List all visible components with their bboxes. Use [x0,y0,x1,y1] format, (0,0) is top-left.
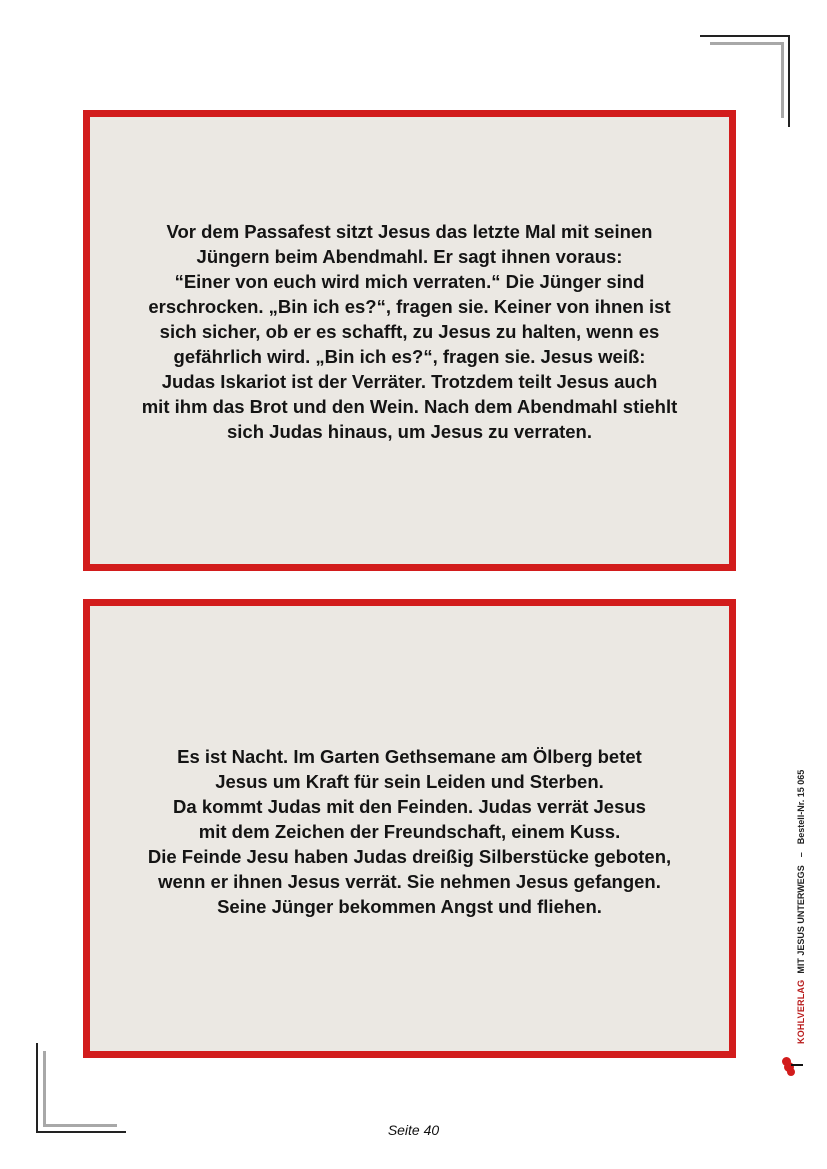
story-card-last-supper [83,110,736,571]
order-number: Bestell-Nr. 15 065 [796,769,806,845]
publisher-brand: KOHLVERLAG [796,979,806,1044]
publisher-side-info [793,770,809,1078]
story-card-gethsemane [83,599,736,1058]
page-number: Seite 40 [387,1122,440,1138]
separator: – [796,852,806,858]
series-title: MIT JESUS UNTERWEGS [796,865,806,974]
story-card-text: Vor dem Passafest sitzt Jesus das letzte Mal mit seinen Jüngern beim Abendmahl. Er sagt ihnen voraus: “Einer von euch wird mich verraten.“ Die Jünger sind erschrocken. „Bin ich es?“, fragen sie. Keiner von ihnen ist sich sicher, ob er es schafft, zu Jesus zu halten, wenn es gefährlich wird. „Bin ich es?“, fragen sie. Jesus weiß: Judas Iskariot ist der Verräter. Trotzdem teilt Jesus auch mit ihm das Brot und den Wein. Nach dem Abendmahl stiehlt sich Judas hinaus, um Jesus zu verraten. [141,221,678,442]
tree-logo-icon [793,1048,809,1078]
story-card-text: Es ist Nacht. Im Garten Gethsemane am Ölberg betet Jesus um Kraft für sein Leiden und Sterben. Da kommt Judas mit den Feinden. Judas verrät Jesus mit dem Zeichen der Freundschaft, einem Kuss. Die Feinde Jesu haben Judas dreißig Silberstücke geboten, wenn er ihnen Jesus verrät. Sie nehmen Jesus gefangen. Seine Jünger bekommen Angst und fliehen. [147,746,672,917]
